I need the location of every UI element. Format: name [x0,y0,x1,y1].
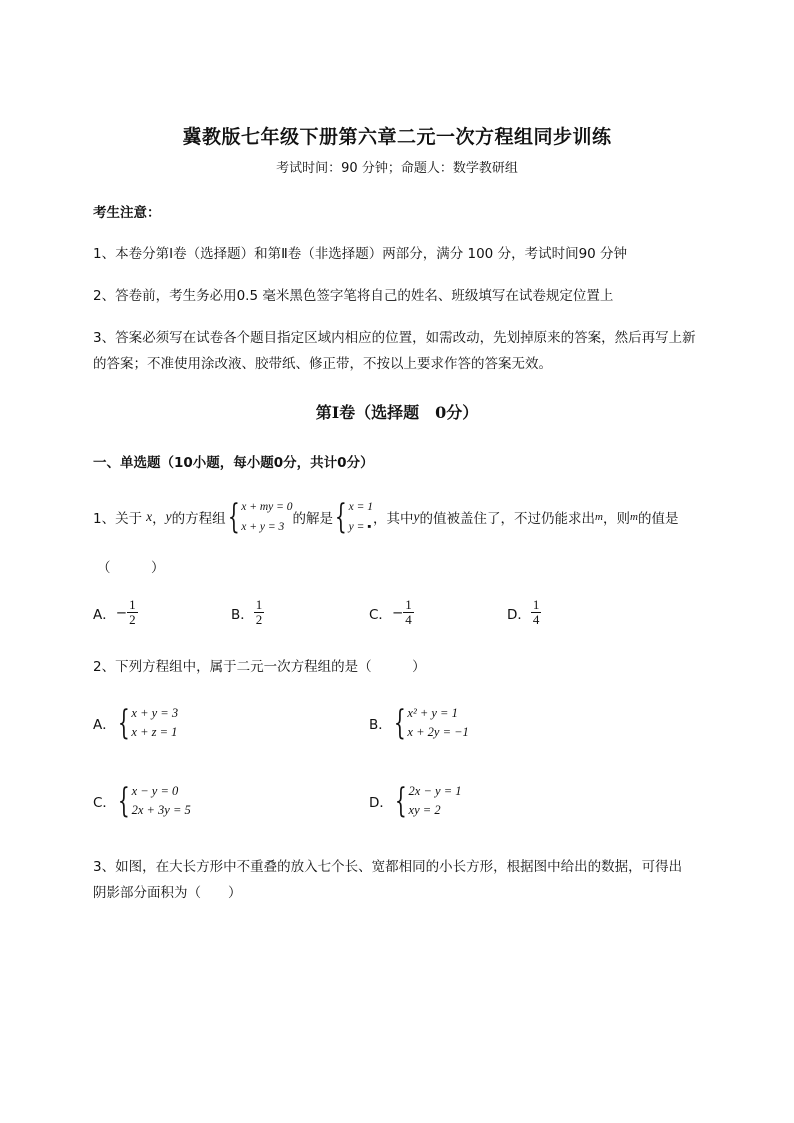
option-sign: − [115,604,128,621]
equation: x − y = 0 [131,784,179,798]
page-title: 冀教版七年级下册第六章二元一次方程组同步训练 [182,126,612,148]
fraction [403,598,414,627]
fraction [127,598,138,627]
notice-heading: 考生注意： [93,205,161,221]
equation: 2x − y = 1 [408,784,462,798]
numerator: 1 [532,597,540,612]
q2-option-d[interactable] [369,782,462,820]
q1-text: 的方程组 [171,511,226,527]
option-label: C． [93,795,116,811]
q1-eq1: x + my = 0 [241,501,293,513]
q1-sol1: x = 1 [348,501,374,513]
q1-text: ， [152,511,166,527]
question-1-stem [93,497,678,537]
option-label: D． [369,795,393,811]
q1-text: ，其中 [373,511,414,527]
brace-icon: { [394,781,407,821]
brace-icon: { [117,781,130,821]
brace-icon: { [334,497,347,537]
q2-option-b[interactable] [369,704,469,742]
notice-item-3: 3、答案必须写在试卷各个题目指定区域内相应的位置，如需改动，先划掉原来的答案，然后再写上新 [93,330,696,346]
equation: xy = 2 [408,803,441,817]
option-label: A． [93,717,116,733]
q1-option-c[interactable] [369,598,414,627]
equation: 2x + 3y = 5 [131,803,191,817]
q1-option-d[interactable] [507,598,541,627]
q1-var-m: m [595,511,603,523]
part-heading: 一、单选题（10小题，每小题0分，共计0分） [93,455,374,471]
option-label: D． [507,606,531,623]
q1-answer-paren: （ ） [97,560,165,576]
q1-solution-system [333,497,373,537]
question-3-stem-cont: 阴影部分面积为（ ） [93,885,242,901]
equation: x + 2y = −1 [407,725,469,739]
question-3-stem: 3、如图，在大长方形中不重叠的放入七个长、宽都相同的小长方形，根据图中给出的数据，可得出 [93,859,683,875]
equation: x² + y = 1 [407,706,458,720]
numerator: 1 [129,597,136,612]
q1-text: ，则 [603,511,630,527]
option-label: B． [369,717,392,733]
denominator: 2 [129,612,136,627]
q1-eq2: x + y = 3 [241,521,285,533]
q1-text: 1、关于 [93,511,143,527]
equation: x + z = 1 [131,725,178,739]
q1-option-a[interactable] [93,598,138,627]
option-label: C． [369,606,392,623]
notice-item-1: 1、本卷分第Ⅰ卷（选择题）和第Ⅱ卷（非选择题）两部分，满分 100 分，考试时间90 分钟 [93,246,628,262]
q1-option-b[interactable] [231,598,264,627]
q1-sol2: y = ▪ [348,521,372,533]
option-sign: − [391,604,404,621]
notice-item-3-cont: 的答案；不准使用涂改液、胶带纸、修正带，不按以上要求作答的答案无效。 [93,356,552,372]
equation-system [116,782,191,820]
q2-option-a[interactable] [93,704,178,742]
q2-option-c[interactable] [93,782,191,820]
q1-text: 的值被盖住了，不过仍能求出 [419,511,596,527]
denominator: 2 [255,612,263,627]
q1-text: 的值是 [637,511,679,527]
section-title: 第Ⅰ卷（选择题 0分） [315,403,479,422]
notice-item-2: 2、答卷前，考生务必用0.5 毫米黑色签字笔将自己的姓名、班级填写在试卷规定位置上 [93,288,614,304]
numerator: 1 [255,597,263,612]
q1-var-y: y [413,509,420,524]
equation-system [392,704,469,742]
brace-icon: { [227,497,240,537]
option-label: B． [231,606,254,623]
q1-var-y: y [165,509,172,524]
q1-text: 的解是 [292,511,334,527]
denominator: 4 [532,612,540,627]
equation-system [393,782,462,820]
brace-icon: { [117,703,130,743]
q1-var-x: x [146,509,153,524]
numerator: 1 [405,597,412,612]
brace-icon: { [393,703,406,743]
denominator: 4 [405,612,412,627]
q1-var-m: m [630,511,638,523]
exam-info: 考试时间：90 分钟；命题人：数学教研组 [276,161,518,176]
option-label: A． [93,606,116,623]
fraction [531,598,542,627]
equation: x + y = 3 [131,706,179,720]
question-2-stem: 2、下列方程组中，属于二元一次方程组的是（ ） [93,659,426,675]
equation-system [116,704,178,742]
q1-equation-system [226,497,293,537]
fraction [254,598,265,627]
